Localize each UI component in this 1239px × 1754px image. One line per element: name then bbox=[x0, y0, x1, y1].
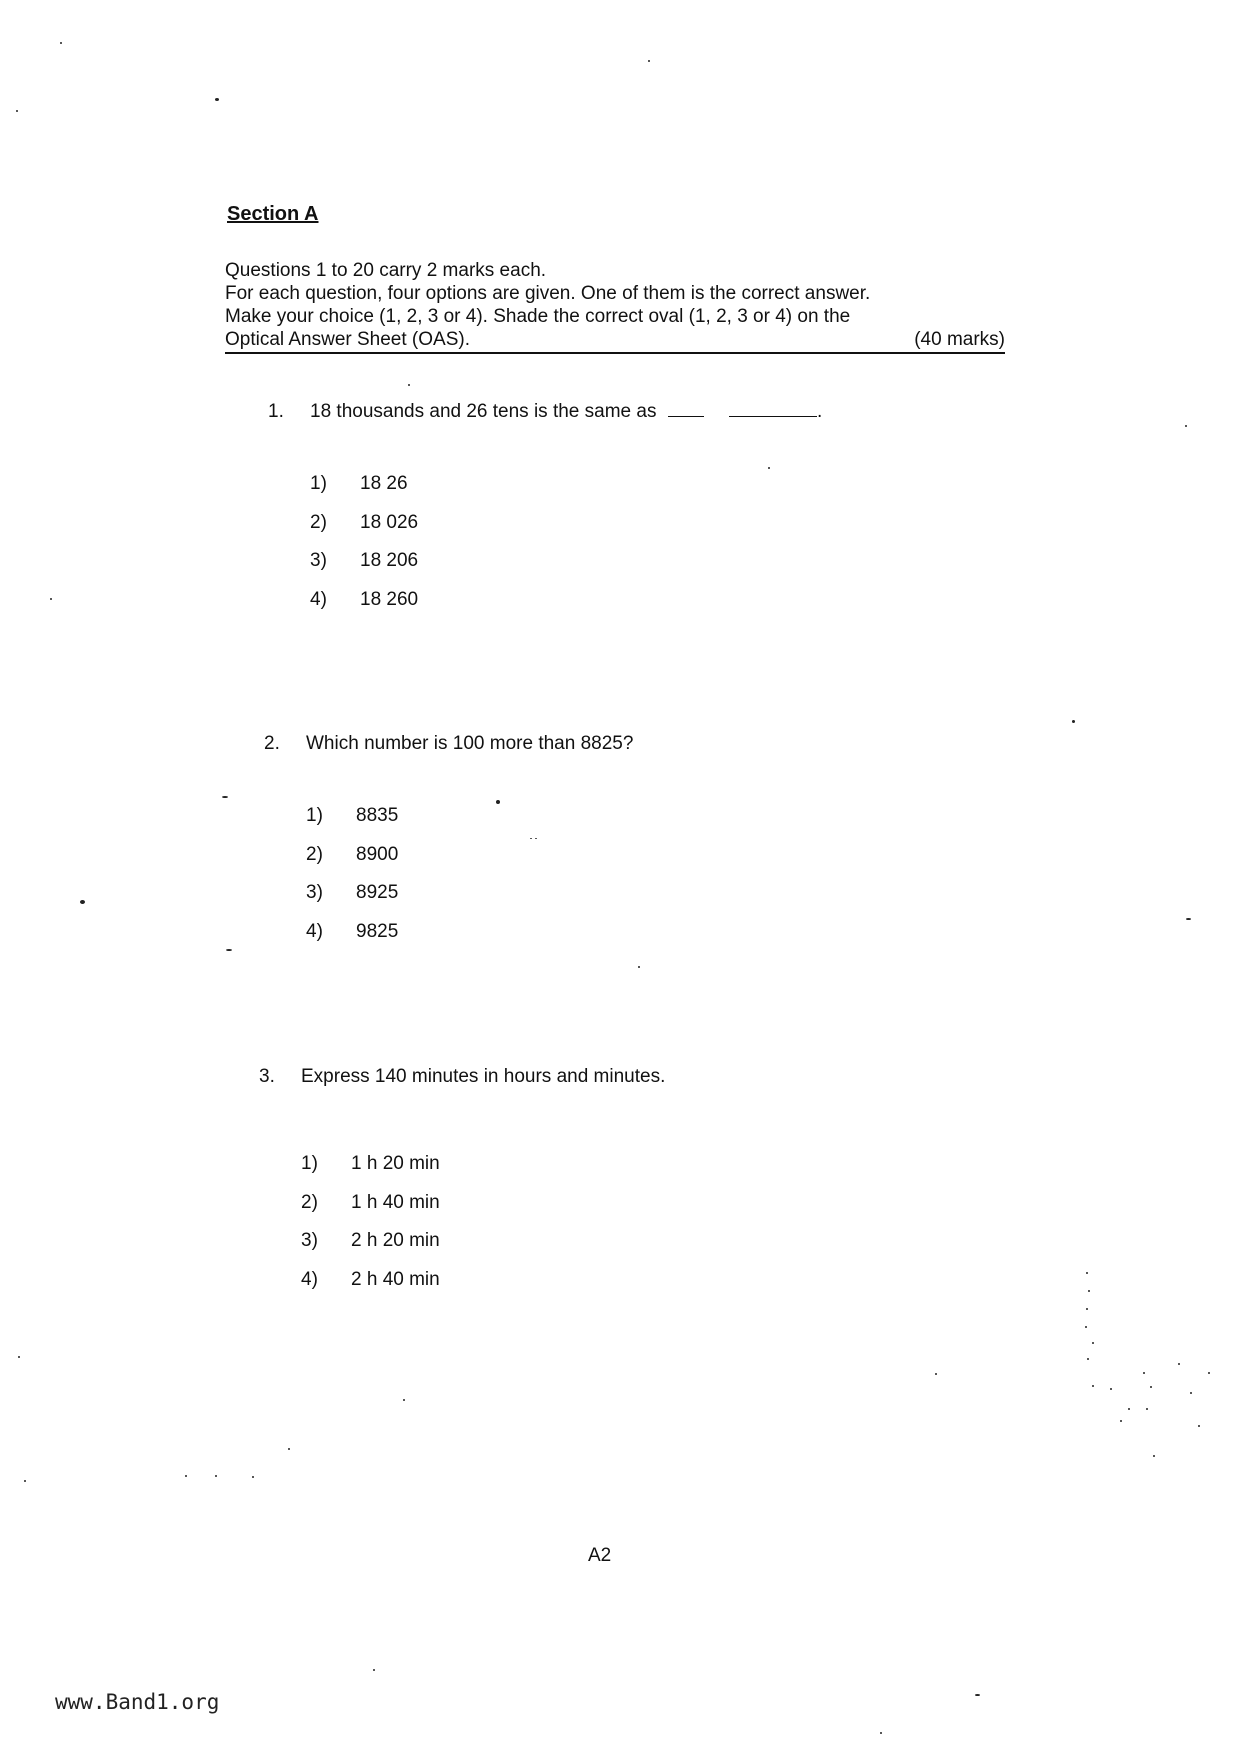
scan-speck bbox=[1092, 1385, 1094, 1387]
option-label: 1) bbox=[306, 805, 323, 826]
watermark-link[interactable]: www.Band1.org bbox=[55, 1690, 220, 1714]
instructions bbox=[225, 259, 1005, 354]
page-number: A2 bbox=[588, 1545, 612, 1566]
answer-blank bbox=[729, 402, 817, 417]
option-label: 3) bbox=[306, 882, 323, 903]
scan-speck bbox=[1198, 1425, 1200, 1427]
option-value: 8835 bbox=[356, 805, 399, 826]
scan-speck bbox=[226, 949, 232, 951]
option-value: 1 h 40 min bbox=[351, 1191, 440, 1213]
scan-speck bbox=[1153, 1455, 1155, 1457]
scan-speck bbox=[530, 838, 532, 839]
scan-speck bbox=[408, 384, 410, 386]
question-number: 3. bbox=[259, 1066, 275, 1087]
scan-speck bbox=[1178, 1363, 1180, 1365]
option-value: 18 260 bbox=[360, 588, 419, 610]
instruction-line-4 bbox=[225, 328, 1005, 354]
scan-speck bbox=[222, 796, 228, 798]
scan-speck bbox=[975, 1694, 980, 1696]
scan-speck bbox=[1128, 1408, 1130, 1410]
scan-speck bbox=[1120, 1420, 1122, 1422]
scan-speck bbox=[935, 1373, 937, 1375]
option-label: 1) bbox=[301, 1153, 318, 1174]
scan-speck bbox=[80, 900, 85, 904]
section-title: Section A bbox=[227, 203, 319, 225]
option-value: 2 h 40 min bbox=[351, 1268, 440, 1290]
scan-speck bbox=[1086, 1272, 1088, 1274]
scan-speck bbox=[638, 966, 640, 968]
scan-speck bbox=[535, 838, 537, 839]
question-text: 18 thousands and 26 tens is the same as . bbox=[310, 401, 823, 422]
instruction-oas: Optical Answer Sheet (OAS). bbox=[225, 329, 470, 350]
answer-blank bbox=[668, 402, 704, 417]
scan-speck bbox=[403, 1399, 405, 1401]
question-text: Which number is 100 more than 8825? bbox=[306, 733, 634, 754]
scan-speck bbox=[1085, 1326, 1087, 1328]
scan-speck bbox=[1150, 1386, 1152, 1388]
scan-speck bbox=[880, 1732, 882, 1734]
scan-speck bbox=[215, 1475, 217, 1477]
question-text: Express 140 minutes in hours and minutes. bbox=[301, 1066, 666, 1087]
scan-speck bbox=[1086, 1308, 1088, 1310]
scan-speck bbox=[50, 598, 52, 600]
scan-speck bbox=[1190, 1392, 1192, 1394]
scan-speck bbox=[1143, 1372, 1145, 1374]
option-label: 4) bbox=[310, 588, 327, 610]
scan-speck bbox=[1208, 1372, 1210, 1374]
option-label: 1) bbox=[310, 473, 327, 494]
question-number: 2. bbox=[264, 733, 280, 754]
option-label: 4) bbox=[306, 920, 323, 942]
option-value: 2 h 20 min bbox=[351, 1230, 440, 1251]
scan-speck bbox=[18, 1356, 20, 1358]
scan-speck bbox=[1186, 918, 1191, 920]
scan-speck bbox=[1087, 1358, 1089, 1360]
option-value: 18 026 bbox=[360, 511, 419, 533]
scan-speck bbox=[1146, 1408, 1148, 1410]
scan-speck bbox=[24, 1480, 26, 1482]
option-label: 2) bbox=[301, 1191, 318, 1213]
scan-speck bbox=[1072, 720, 1075, 723]
option-value: 18 206 bbox=[360, 550, 419, 571]
option-value: 8925 bbox=[356, 882, 399, 903]
option-value: 1 h 20 min bbox=[351, 1153, 440, 1174]
question-number: 1. bbox=[268, 401, 284, 422]
instruction-line-3: Make your choice (1, 2, 3 or 4). Shade the correct oval (1, 2, 3 or 4) on the bbox=[225, 306, 851, 327]
scan-speck bbox=[60, 42, 62, 44]
scan-speck bbox=[1110, 1388, 1112, 1390]
option-label: 2) bbox=[310, 511, 327, 533]
option-value: 9825 bbox=[356, 920, 399, 942]
option-label: 3) bbox=[310, 550, 327, 571]
scan-speck bbox=[1092, 1342, 1094, 1344]
option-label: 4) bbox=[301, 1268, 318, 1290]
scan-speck bbox=[496, 800, 500, 804]
option-label: 2) bbox=[306, 843, 323, 865]
scan-speck bbox=[1088, 1290, 1090, 1292]
scan-speck bbox=[215, 98, 219, 101]
scan-speck bbox=[185, 1475, 187, 1477]
instruction-line-1: Questions 1 to 20 carry 2 marks each. bbox=[225, 260, 547, 281]
instruction-line-2: For each question, four options are given. One of them is the correct answer. bbox=[225, 283, 871, 304]
option-value: 18 26 bbox=[360, 473, 408, 494]
question-stem: 18 thousands and 26 tens is the same as bbox=[310, 401, 657, 422]
option-value: 8900 bbox=[356, 843, 399, 865]
scan-speck bbox=[768, 467, 770, 469]
scan-speck bbox=[373, 1669, 375, 1671]
option-label: 3) bbox=[301, 1230, 318, 1251]
scan-speck bbox=[648, 60, 650, 62]
instruction-marks: (40 marks) bbox=[914, 329, 1005, 350]
scan-speck bbox=[252, 1476, 254, 1478]
scan-speck bbox=[16, 110, 18, 112]
scan-speck bbox=[1185, 425, 1187, 427]
scan-speck bbox=[288, 1448, 290, 1450]
